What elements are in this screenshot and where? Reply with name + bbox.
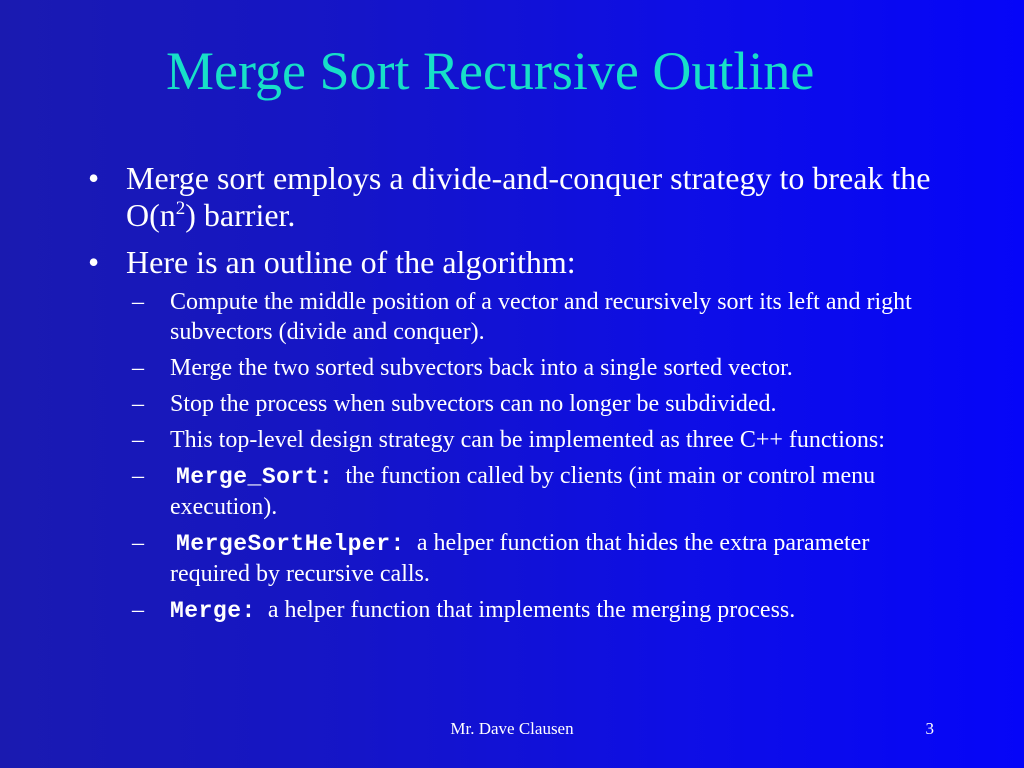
dash-marker: –	[132, 391, 144, 417]
sub-text: a helper function that implements the merging process.	[267, 597, 796, 623]
dash-marker: –	[132, 427, 144, 453]
sub-text: This top-level design strategy can be implemented as three C++ functions:	[170, 427, 885, 453]
bullet-item	[88, 160, 948, 234]
bullet-text: Here is an outline of the algorithm:	[126, 244, 576, 280]
sub-item	[132, 528, 948, 589]
dash-marker: –	[132, 289, 144, 315]
sub-item	[132, 389, 948, 419]
bullet-marker: •	[88, 244, 100, 280]
bullet-marker: •	[88, 160, 100, 196]
superscript: 2	[175, 198, 186, 219]
page-number: 3	[925, 719, 934, 738]
sub-item	[132, 353, 948, 383]
sub-item	[132, 287, 948, 347]
sub-text: the function called by clients (int main or control menu execution).	[170, 463, 876, 520]
sub-item	[132, 595, 948, 626]
code-function-name: Merge:	[170, 598, 256, 624]
sub-text: Merge the two sorted subvectors back into a single sorted vector.	[170, 355, 793, 381]
sub-item	[132, 425, 948, 455]
slide-title: Merge Sort Recursive Outline	[166, 41, 815, 101]
sub-text: a helper function that hides the extra parameter required by recursive calls.	[170, 530, 870, 587]
sub-text: Compute the middle position of a vector and recursively sort its left and right subvectors (divide and conquer).	[170, 289, 912, 345]
sub-list	[126, 287, 948, 626]
bullet-list	[88, 160, 948, 636]
code-function-name: MergeSortHelper:	[176, 531, 405, 557]
dash-marker: –	[132, 355, 144, 381]
bullet-text: Merge sort employs a divide-and-conquer strategy to break the O(n	[126, 160, 931, 233]
footer-author: Mr. Dave Clausen	[450, 719, 574, 738]
code-function-name: Merge_Sort:	[176, 464, 334, 490]
sub-item	[132, 461, 948, 522]
dash-marker: –	[132, 597, 144, 623]
dash-marker: –	[132, 530, 144, 556]
sub-text: Stop the process when subvectors can no longer be subdivided.	[170, 391, 777, 417]
bullet-item	[88, 244, 948, 626]
bullet-text-end: ) barrier.	[185, 197, 296, 233]
dash-marker: –	[132, 463, 144, 489]
